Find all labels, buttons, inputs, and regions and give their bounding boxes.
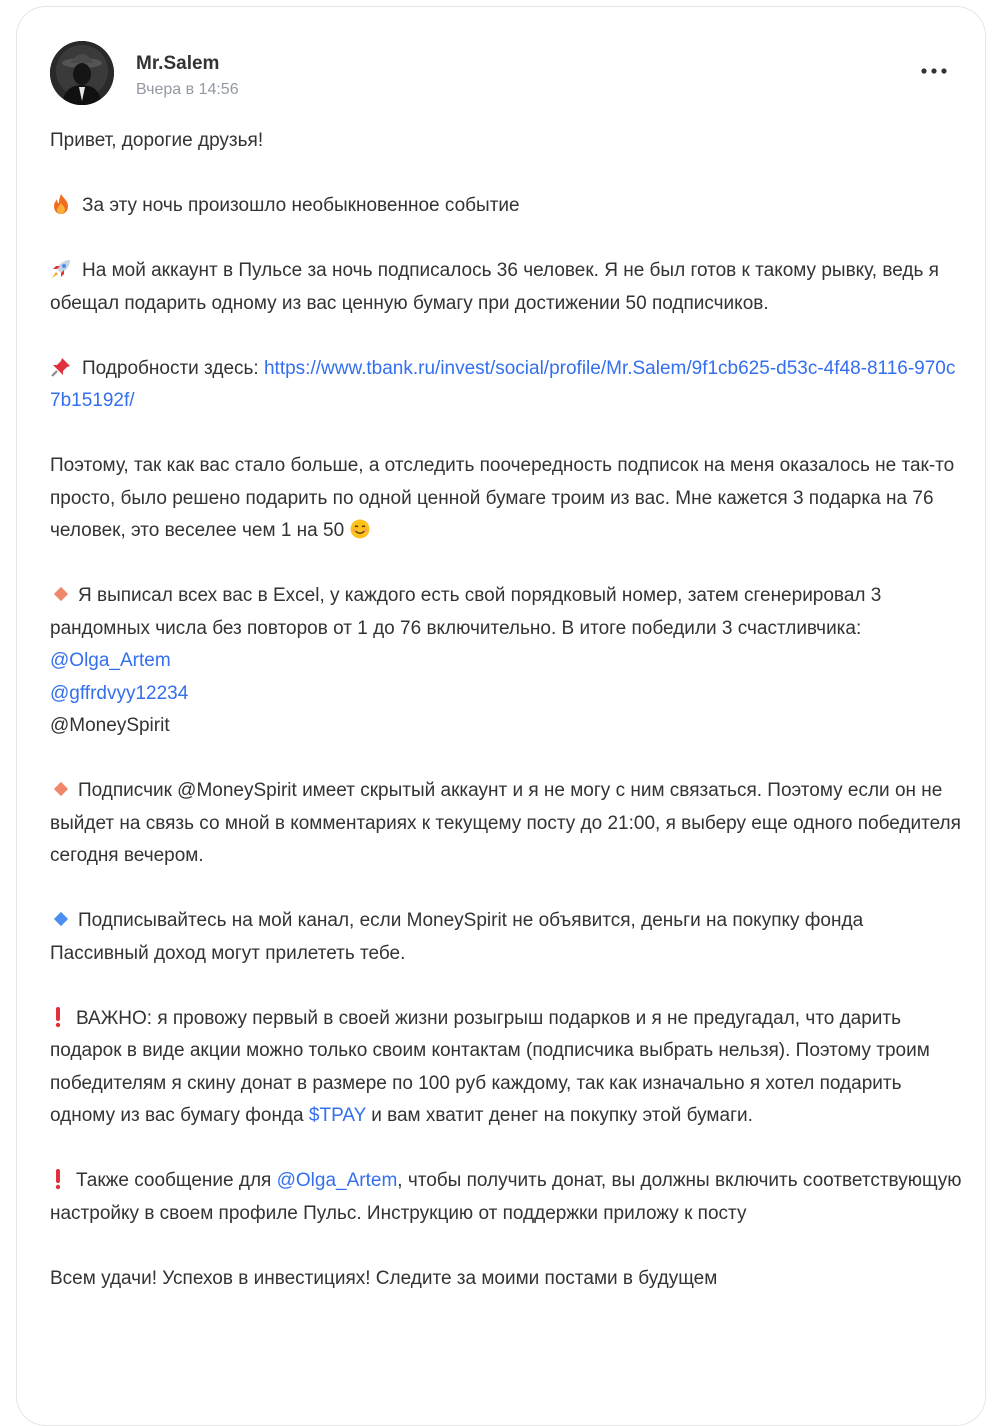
author-name[interactable]: Mr.Salem	[136, 53, 220, 74]
paragraph-winners-text: Я выписал всех вас в Excel, у каждого есть свой порядковый номер, затем сгенерировал 3 рандомных числа без повторов от 1 до 76 включительно. В итоге победили 3 счастливчика:	[50, 585, 882, 639]
orange-diamond-icon	[54, 587, 68, 601]
paragraph-decision-text: Поэтому, так как вас стало больше, а отследить поочередность подписок на меня оказалось не так-то просто, было решено подарить по одной ценной бумаге троим из вас. Мне кажется 3 подарка на 76 человек, это веселее чем 1 на 50	[50, 455, 955, 541]
smiling-face-icon	[350, 518, 370, 538]
paragraph-subscribe-text: Подписывайтесь на мой канал, если MoneySpirit не объявится, деньги на покупку фонда Пассивный доход могут прилететь тебе.	[50, 910, 864, 964]
more-options-button[interactable]	[919, 61, 949, 81]
ticker-link[interactable]: $TPAY	[308, 1105, 366, 1126]
paragraph-winners	[50, 580, 962, 743]
avatar[interactable]	[50, 41, 114, 105]
exclamation-icon	[50, 1168, 66, 1190]
more-dots-icon	[919, 61, 949, 81]
exclamation-icon	[50, 1006, 66, 1028]
post-time: Вчера в 14:56	[136, 81, 239, 98]
paragraph-subscribers	[50, 255, 962, 320]
paragraph-details-prefix: Подробности здесь:	[82, 357, 264, 379]
blue-diamond-icon	[54, 912, 68, 926]
paragraph-hidden-account-text: Подписчик @MoneySpirit имеет скрытый аккаунт и я не могу с ним связаться. Поэтому если он не выйдет на связь со мной в комментариях к текущему посту до 21:00, я выберу еще одного победителя сегодня вечером.	[50, 780, 961, 866]
paragraph-important-text-a: ВАЖНО: я провожу первый в своей жизни розыгрыш подарков и я не предугадал, что дарить подарок в виде акции можно только своим контактам (подписчика выбрать нельзя). Поэтому троим победителям я скину донат в размере по 100 руб каждому, так как изначально я хотел подарить одному из вас бумагу фонда	[50, 1007, 930, 1126]
paragraph-subscribers-text: На мой аккаунт в Пульсе за ночь подписалось 36 человек. Я не был готов к такому рывку, ведь я обещал подарить одному из вас ценную бумагу при достижении 50 подписчиков.	[50, 260, 939, 314]
paragraph-details	[50, 353, 962, 418]
post-card	[16, 6, 986, 1426]
post-header	[50, 41, 955, 111]
paragraph-subscribe	[50, 905, 962, 970]
orange-diamond-icon	[54, 782, 68, 796]
greeting-text: Привет, дорогие друзья!	[50, 130, 264, 151]
profile-link[interactable]: https://www.tbank.ru/invest/social/profile/Mr.Salem/9f1cb625-d53c-4f48-8116-970c7b15192f/	[50, 357, 956, 411]
pushpin-icon	[50, 356, 72, 378]
paragraph-important	[50, 1003, 962, 1133]
winner-mention-3: @MoneySpirit	[50, 715, 170, 736]
paragraph-message-text-a: Также сообщение для	[76, 1170, 277, 1191]
winner-mention-2[interactable]: @gffrdvyy12234	[50, 682, 189, 704]
mention-link[interactable]: @Olga_Artem	[276, 1170, 398, 1191]
rocket-icon	[50, 258, 72, 280]
paragraph-message-text-b: , чтобы получить донат, вы должны включить соответствующую настройку в своем профиле Пульс. Инструкцию от поддержки приложу к посту	[50, 1170, 962, 1224]
post-content	[50, 125, 962, 1328]
paragraph-event-text: За эту ночь произошло необыкновенное событие	[82, 195, 520, 216]
avatar-image	[50, 41, 114, 105]
paragraph-event	[50, 190, 962, 223]
paragraph-important-text-b: и вам хватит денег на покупку этой бумаги.	[365, 1105, 753, 1126]
paragraph-decision	[50, 450, 962, 548]
winner-mention-1[interactable]: @Olga_Artem	[50, 650, 171, 671]
paragraph-hidden-account	[50, 775, 962, 873]
paragraph-closing: Всем удачи! Успехов в инвестициях! Следите за моими постами в будущем	[50, 1267, 718, 1289]
fire-icon	[50, 193, 72, 215]
paragraph-message	[50, 1165, 962, 1230]
